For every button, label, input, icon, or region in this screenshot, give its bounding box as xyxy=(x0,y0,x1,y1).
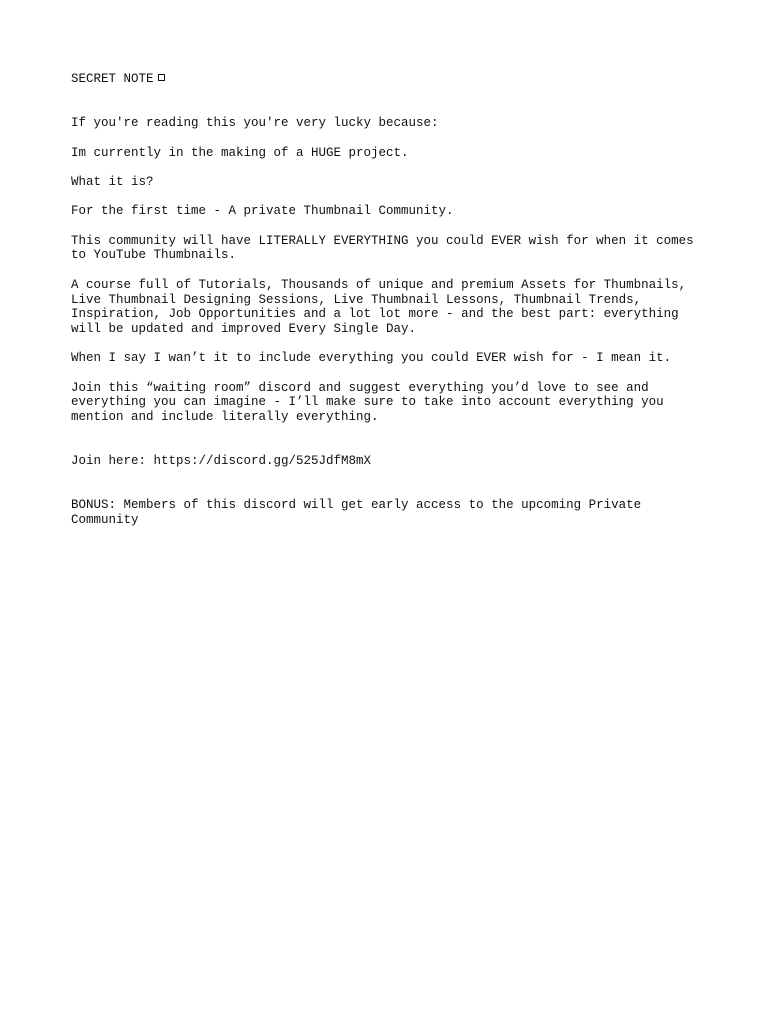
paragraph-mean-it: When I say I wan’t it to include everything you could EVER wish for - I mean it. xyxy=(71,351,672,366)
discord-invite-link[interactable]: https://discord.gg/525JdfM8mX xyxy=(153,454,372,469)
paragraph-waiting-room: Join this “waiting room” discord and suggest everything you’d love to see and everything you can imagine - I’ll make sure to take into account everything you mention and include literally everything. xyxy=(71,380,672,425)
document-page xyxy=(71,72,711,542)
note-title xyxy=(71,72,711,87)
paragraph-course: A course full of Tutorials, Thousands of unique and premium Assets for Thumbnails, Live Thumbnail Designing Sessions, Live Thumbnail Lessons, Thumbnail Trends, Inspiration, Job Opportunities and a lot lot more - and the best part: everything will be updated and improved Every Single Day. xyxy=(71,277,694,336)
bonus-paragraph: BONUS: Members of this discord will get early access to the upcoming Private Community xyxy=(71,498,649,528)
paragraph-intro: If you're reading this you're very lucky because: xyxy=(71,116,439,131)
note-title-text: SECRET NOTE xyxy=(71,72,154,86)
paragraph-project: Im currently in the making of a HUGE project. xyxy=(71,145,409,160)
join-prefix: Join here: xyxy=(71,454,154,469)
paragraph-question: What it is? xyxy=(71,174,154,189)
paragraph-everything: This community will have LITERALLY EVERYTHING you could EVER wish for when it comes to YouTube Thumbnails. xyxy=(71,233,702,263)
paragraph-community: For the first time - A private Thumbnail Community. xyxy=(71,204,454,219)
join-line xyxy=(71,454,711,469)
box-icon xyxy=(158,74,165,81)
